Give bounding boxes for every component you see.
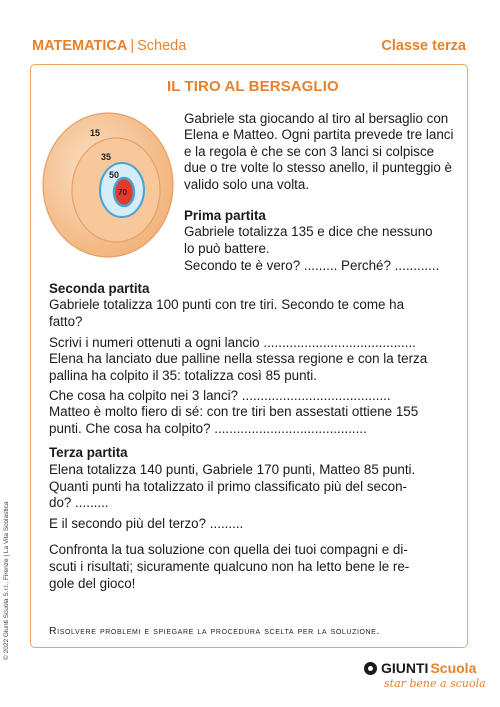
terza-line: gole del gioco! (49, 576, 136, 591)
ring-label-15: 15 (90, 128, 101, 138)
seconda-line: pallina ha colpito il 35: totalizza così 85 punti. (49, 368, 317, 383)
logo-tagline: star bene a scuola (384, 677, 486, 690)
intro-paragraph: Gabriele sta giocando al tiro al bersaglio con Elena e Matteo. Ogni partita prevede tre lanci e la regola è che se con 3 lanci si colpisce due o tre volte lo stesso anello, il punteggio è valido solo una volta. (184, 111, 454, 192)
publisher-logo (364, 660, 486, 690)
prima-line: Gabriele totalizza 135 e dice che nessuno (184, 224, 433, 239)
logo-brand: GIUNTI (381, 660, 429, 676)
terza-line: scuti i risultati; sicuramente qualcuno non ha letto bene le re- (49, 559, 410, 574)
ring-label-50: 50 (109, 170, 120, 180)
footer-instruction: Risolvere problemi e spiegare la procedura scelta per la soluzione. (49, 625, 380, 637)
target-illustration (38, 110, 178, 260)
terza-line: Quanti punti ha totalizzato il primo classificato più del secon- (49, 479, 408, 494)
terza-question: do? ......... (49, 495, 109, 510)
seconda-line: Matteo è molto fiero di sé: con tre tiri ben assestati ottiene 155 (49, 404, 419, 419)
header-separator: | (130, 38, 135, 54)
terza-question: E il secondo più del terzo? ......... (49, 516, 244, 531)
terza-heading: Terza partita (49, 445, 128, 460)
prima-line: lo può battere. (184, 241, 270, 256)
ring-label-35: 35 (101, 152, 112, 162)
seconda-question: Che cosa ha colpito nei 3 lanci? ........................................ (49, 388, 391, 403)
logo-mark-icon (364, 662, 377, 675)
prima-question: Secondo te è vero? ......... Perché? ............ (184, 258, 440, 273)
page-title: IL TIRO AL BERSAGLIO (167, 78, 339, 95)
terza-line: Confronta la tua soluzione con quella dei tuoi compagni e di- (49, 542, 408, 557)
seconda-heading: Seconda partita (49, 281, 150, 296)
ring-label-70: 70 (118, 188, 127, 197)
subject-label: MATEMATICA (32, 38, 128, 54)
sheet-type: Scheda (137, 38, 187, 54)
header-subject (32, 38, 186, 54)
seconda-line: Elena ha lanciato due palline nella stessa regione e con la terza (49, 351, 428, 366)
seconda-line: fatto? (49, 314, 83, 329)
terza-line: Elena totalizza 140 punti, Gabriele 170 punti, Matteo 85 punti. (49, 462, 416, 477)
prima-heading: Prima partita (184, 208, 266, 223)
seconda-question: punti. Che cosa ha colpito? ......................................... (49, 421, 367, 436)
grade-label: Classe terza (381, 38, 466, 54)
logo-brand-scuola: Scuola (430, 660, 477, 676)
copyright-notice: © 2022 Giunti Scuola S.r.l., Firenze | La Vita Scolastica (3, 501, 10, 660)
seconda-line: Gabriele totalizza 100 punti con tre tiri. Secondo te come ha (49, 297, 405, 312)
seconda-question: Scrivi i numeri ottenuti a ogni lancio ......................................... (49, 335, 416, 350)
